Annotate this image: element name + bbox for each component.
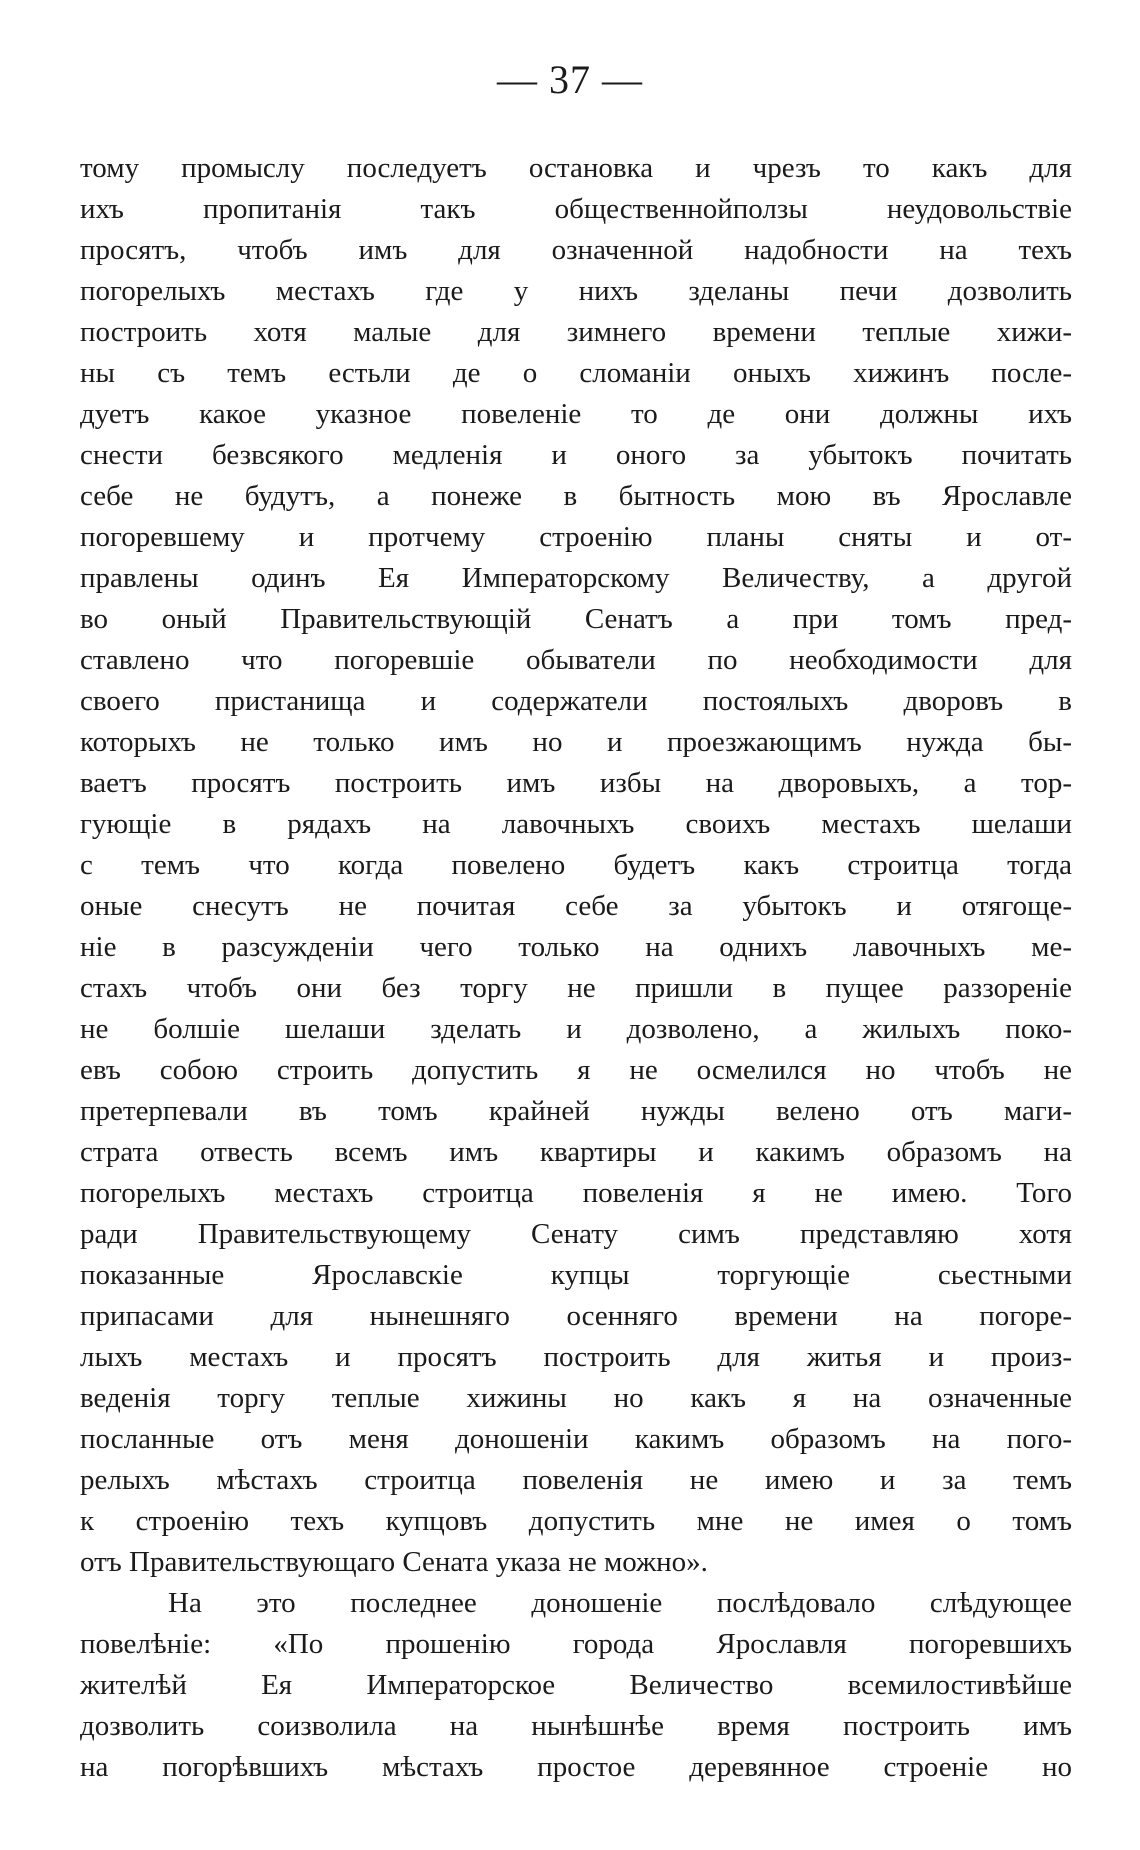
text-line: посланные отъ меня доношеніи какимъ образомъ на пого- xyxy=(80,1423,1072,1455)
text-line: себе не будутъ, а понеже в бытность мою въ Ярославле xyxy=(80,480,1072,512)
text-line: лыхъ местахъ и просятъ построить для житья и произ- xyxy=(80,1341,1072,1373)
text-line: к строенію техъ купцовъ допустить мне не имея о томъ xyxy=(80,1505,1072,1537)
text-line: гующіе в рядахъ на лавочныхъ своихъ местахъ шелаши xyxy=(80,808,1072,840)
text-line: которыхъ не только имъ но и проезжающимъ нужда бы- xyxy=(80,726,1072,758)
text-line: страта отвесть всемъ имъ квартиры и какимъ образомъ на xyxy=(80,1136,1072,1168)
text-line: снести безвсякого медленія и оного за убытокъ почитать xyxy=(80,439,1072,471)
text-line: веденія торгу теплые хижины но какъ я на означенные xyxy=(80,1382,1072,1414)
text-line: тому промыслу последуетъ остановка и чрезъ то какъ для xyxy=(80,152,1072,184)
paragraph-2 xyxy=(80,1583,1072,1788)
page-number: — 37 — xyxy=(497,57,643,102)
text-line: погорелыхъ местахъ строитца повеленія я не имею. Того xyxy=(80,1177,1072,1209)
text-line: ставлено что погоревшіе обыватели по необходимости для xyxy=(80,644,1072,676)
text-line: претерпевали въ томъ крайней нужды велено отъ маги- xyxy=(80,1095,1072,1127)
text-line: ваетъ просятъ построить имъ избы на дворовыхъ, а тор- xyxy=(80,767,1072,799)
text-line: отъ Правительствующаго Сената указа не можно». xyxy=(80,1546,708,1578)
text-line: правлены одинъ Ея Императорскому Величеству, а другой xyxy=(80,562,1072,594)
text-line: своего пристанища и содержатели постоялыхъ дворовъ в xyxy=(80,685,1072,717)
text-line: ны съ темъ естьли де о сломаніи оныхъ хижинъ после- xyxy=(80,357,1072,389)
text-line: стахъ чтобъ они без торгу не пришли в пущее раззореніе xyxy=(80,972,1072,1004)
text-line: жителѣй Ея Императорское Величество всемилостивѣйше xyxy=(80,1669,1072,1701)
body-text xyxy=(80,148,1072,1788)
text-line: с темъ что когда повелено будетъ какъ строитца тогда xyxy=(80,849,1072,881)
text-line: релыхъ мѣстахъ строитца повеленія не имею и за темъ xyxy=(80,1464,1072,1496)
text-line: евъ собою строить допустить я не осмелился но чтобъ не xyxy=(80,1054,1072,1086)
text-line: погоревшему и протчему строенію планы сняты и от- xyxy=(80,521,1072,553)
text-line: На это последнее доношеніе послѣдовало слѣдующее xyxy=(168,1587,1072,1619)
text-line: на погорѣвшихъ мѣстахъ простое деревянное строеніе но xyxy=(80,1751,1072,1783)
text-line: дуетъ какое указное повеленіе то де они должны ихъ xyxy=(80,398,1072,430)
text-line: погорелыхъ местахъ где у нихъ зделаны печи дозволить xyxy=(80,275,1072,307)
text-line: ради Правительствующему Сенату симъ представляю хотя xyxy=(80,1218,1072,1250)
text-line: ніе в разсужденіи чего только на однихъ лавочныхъ ме- xyxy=(80,931,1072,963)
text-line: припасами для нынешняго осенняго времени на погоре- xyxy=(80,1300,1072,1332)
paragraph-1 xyxy=(80,148,1072,1583)
text-line: повелѣніе: «По прошенію города Ярославля погоревшихъ xyxy=(80,1628,1072,1660)
text-line: не болшіе шелаши зделать и дозволено, а жилыхъ поко- xyxy=(80,1013,1072,1045)
text-line: показанные Ярославскіе купцы торгующіе сьестными xyxy=(80,1259,1072,1291)
text-line: оные снесутъ не почитая себе за убытокъ и отягоще- xyxy=(80,890,1072,922)
text-line: построить хотя малые для зимнего времени теплые хижи- xyxy=(80,316,1072,348)
text-line: во оный Правительствующій Сенатъ а при томъ пред- xyxy=(80,603,1072,635)
text-line: дозволить соизволила на нынѣшнѣе время построить имъ xyxy=(80,1710,1072,1742)
text-line: просятъ, чтобъ имъ для означенной надобности на техъ xyxy=(80,234,1072,266)
text-line: ихъ пропитанія такъ общественнойползы неудовольствіе xyxy=(80,193,1072,225)
